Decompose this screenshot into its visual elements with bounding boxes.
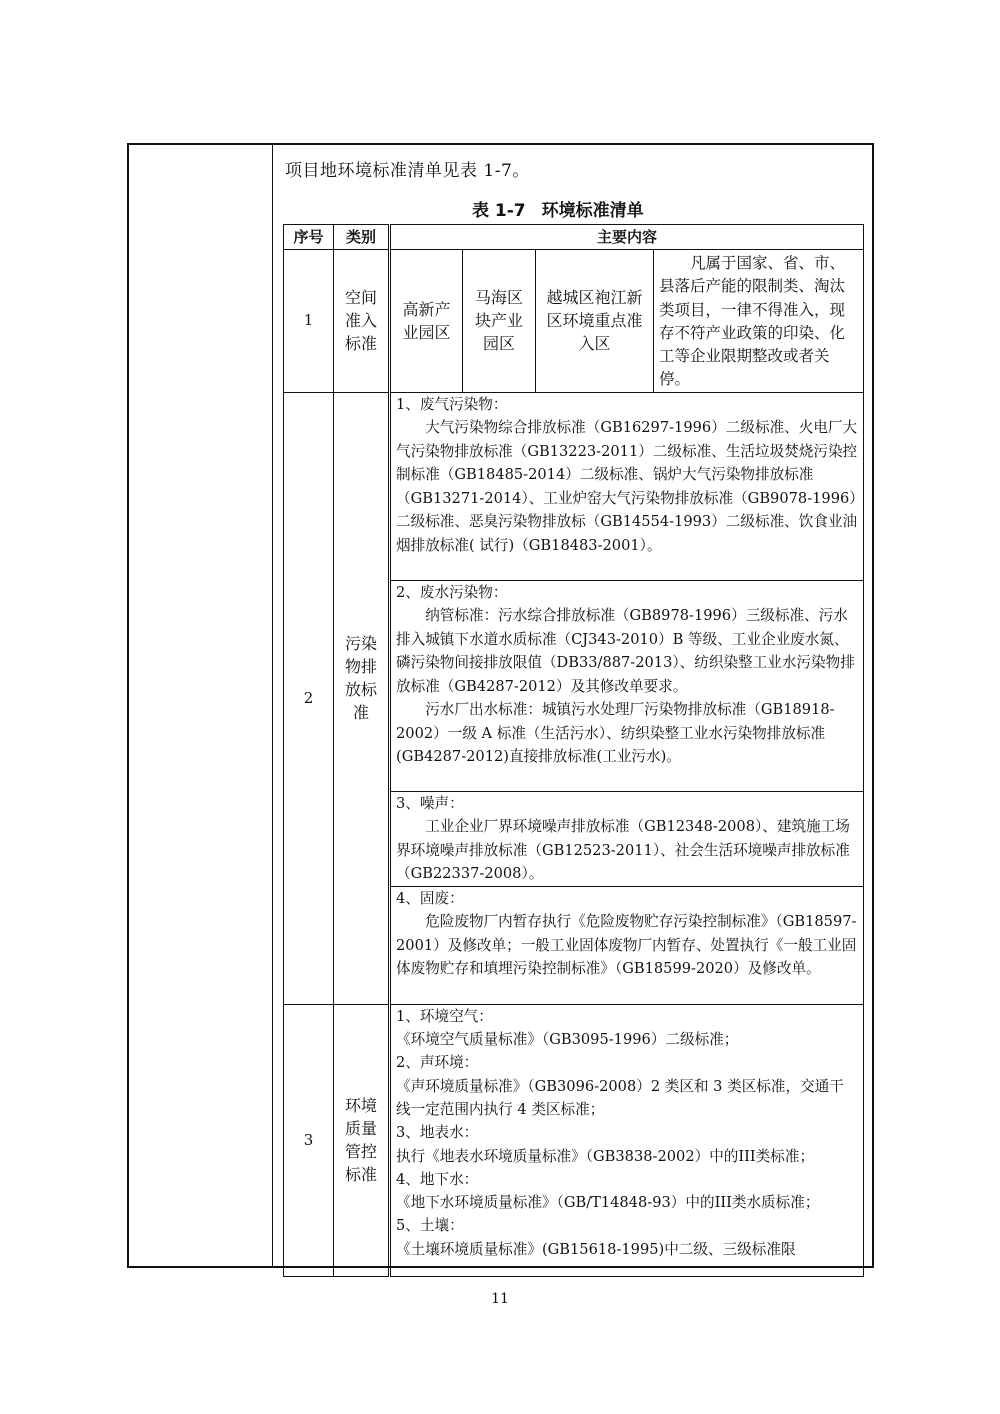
row2-water-body-2: 污水厂出水标准：城镇污水处理厂污染物排放标准（GB18918-2002）一级 A 标准（生活污水）、纺织染整工业水污染物排放标准(GB4287-2012)直接排放标准(工业污水)。 bbox=[396, 701, 835, 766]
table-caption bbox=[472, 196, 660, 221]
row2-noise-heading: 3、噪声： bbox=[396, 794, 464, 812]
row2-water bbox=[390, 580, 864, 791]
row1-no: 1 bbox=[284, 250, 334, 393]
table-caption-number: 表 1-7 bbox=[472, 201, 526, 221]
page-number: 11 bbox=[491, 1291, 509, 1307]
row3-line: 4、地下水： bbox=[396, 1170, 479, 1188]
row2-solid-body: 危险废物厂内暂存执行《危险废物贮存污染控制标准》（GB18597-2001）及修改单；一般工业固体废物厂内暂存、处置执行《一般工业固体废物贮存和填埋污染控制标准》（GB18599-2020）及修改单。 bbox=[396, 913, 857, 978]
table-header-row bbox=[284, 225, 864, 250]
table-row bbox=[284, 1004, 864, 1276]
row3-line: 1、环境空气： bbox=[396, 1007, 493, 1025]
row3-line: 3、地表水： bbox=[396, 1124, 479, 1142]
row3-line: 《土壤环境质量标准》(GB15618-1995)中二级、三级标准限 bbox=[396, 1240, 796, 1258]
table-row bbox=[284, 250, 864, 393]
row1-zone-1: 高新产业园区 bbox=[390, 250, 463, 393]
row3-content bbox=[390, 1004, 864, 1276]
row1-rule: 凡属于国家、省、市、县落后产能的限制类、淘汰类项目，一律不得准入，现存不符产业政策的印染、化工等企业限期整改或者关停。 bbox=[654, 250, 864, 393]
header-no: 序号 bbox=[284, 225, 334, 250]
row2-air bbox=[390, 392, 864, 580]
row2-solid-heading: 4、固废： bbox=[396, 889, 464, 907]
standards-table bbox=[283, 224, 864, 1277]
row2-category: 污染物排放标准 bbox=[334, 392, 390, 1004]
table-row bbox=[284, 392, 864, 580]
form-left-column bbox=[127, 143, 273, 1268]
row2-solid bbox=[390, 886, 864, 1004]
intro-text: 项目地环境标准清单见表 1-7。 bbox=[285, 161, 530, 181]
row1-zone-3: 越城区袍江新区环境重点准入区 bbox=[536, 250, 654, 393]
row2-no: 2 bbox=[284, 392, 334, 1004]
header-content: 主要内容 bbox=[390, 225, 864, 250]
table-caption-title: 环境标准清单 bbox=[541, 201, 644, 221]
row3-line: 《声环境质量标准》（GB3096-2008）2 类区和 3 类区标准，交通干线一定范围内执行 4 类区标准； bbox=[396, 1077, 844, 1118]
row2-air-heading: 1、废气污染物： bbox=[396, 395, 508, 413]
row3-no: 3 bbox=[284, 1004, 334, 1276]
row2-water-heading: 2、废水污染物： bbox=[396, 583, 508, 601]
row3-line: 《环境空气质量标准》（GB3095-1996）二级标准； bbox=[396, 1031, 739, 1049]
header-category: 类别 bbox=[334, 225, 390, 250]
row2-water-body-1: 纳管标准：污水综合排放标准（GB8978-1996）三级标准、污水排入城镇下水道水质标准（CJ343-2010）B 等级、工业企业废水氮、磷污染物间接排放限值（DB33/887-2013）、纺织染整工业水污染物排放标准（GB4287-2012）及其修改单要求。 bbox=[396, 607, 855, 695]
row3-category: 环境质量管控标准 bbox=[334, 1004, 390, 1276]
row2-noise-body: 工业企业厂界环境噪声排放标准（GB12348-2008）、建筑施工场界环境噪声排放标准（GB12523-2011）、社会生活环境噪声排放标准（GB22337-2008）。 bbox=[396, 818, 850, 883]
row2-noise bbox=[390, 791, 864, 886]
row1-category: 空间准入标准 bbox=[334, 250, 390, 393]
row3-line: 《地下水环境质量标准》（GB/T14848-93）中的III类水质标准； bbox=[396, 1194, 820, 1212]
row1-zone-2: 马海区块产业园区 bbox=[463, 250, 536, 393]
row3-line: 执行《地表水环境质量标准》（GB3838-2002）中的III类标准； bbox=[396, 1147, 815, 1165]
row2-air-body: 大气污染物综合排放标准（GB16297-1996）二级标准、火电厂大气污染物排放标准（GB13223-2011）二级标准、生活垃圾焚烧污染控制标准（GB18485-2014）二级标准、锅炉大气污染物排放标准（GB13271-2014）、工业炉窑大气污染物排放标准（GB9078-1996）二级标准、恶臭污染物排放标（GB14554-1993）二级标准、饮食业油烟排放标准( 试行)（GB18483-2001）。 bbox=[396, 419, 858, 554]
row3-line: 5、土壤： bbox=[396, 1217, 464, 1235]
row3-line: 2、声环境： bbox=[396, 1054, 479, 1072]
